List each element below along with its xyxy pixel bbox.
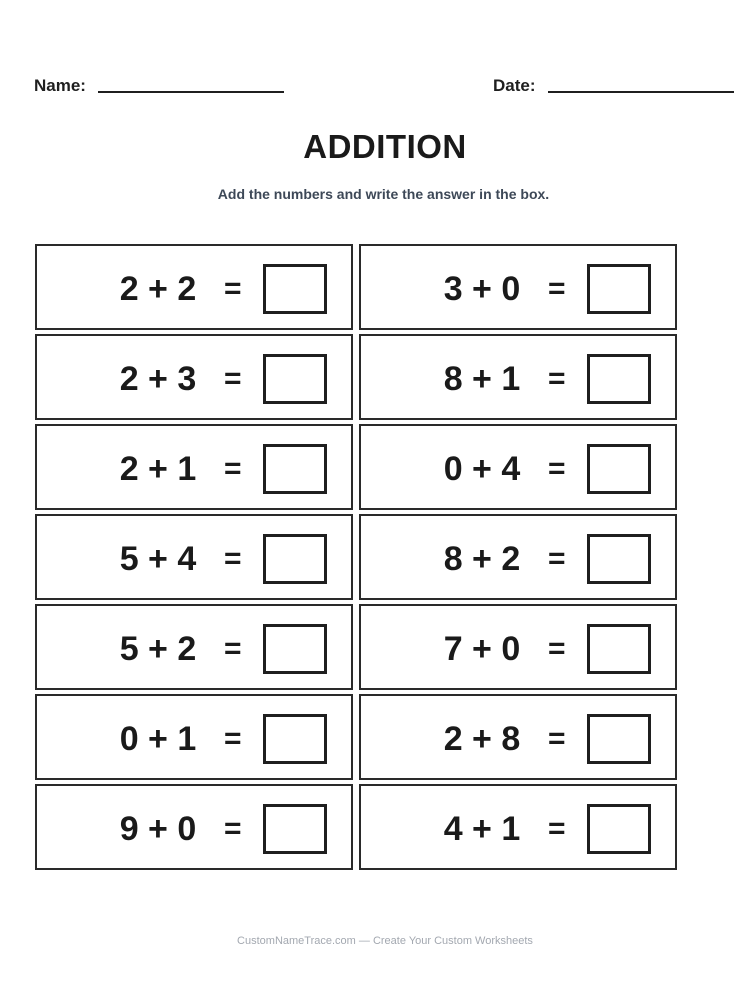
- equals-sign: =: [224, 722, 242, 755]
- problem-card: [359, 604, 677, 690]
- answer-box[interactable]: [587, 714, 651, 764]
- problem-expression: 2 + 2: [119, 270, 197, 308]
- problem-card: [35, 604, 353, 690]
- equals-sign: =: [224, 272, 242, 305]
- problem-card: [35, 424, 353, 510]
- problem-expression: 0 + 4: [443, 450, 521, 488]
- problem-expression: 9 + 0: [119, 810, 197, 848]
- worksheet-title: ADDITION: [303, 128, 467, 165]
- answer-box[interactable]: [587, 624, 651, 674]
- equals-sign: =: [548, 812, 566, 845]
- equals-sign: =: [548, 632, 566, 665]
- problem-expression: 2 + 8: [443, 720, 521, 758]
- answer-box[interactable]: [587, 354, 651, 404]
- equals-sign: =: [224, 452, 242, 485]
- problem-card: [359, 244, 677, 330]
- equals-sign: =: [548, 272, 566, 305]
- equals-sign: =: [224, 812, 242, 845]
- name-write-line[interactable]: [98, 91, 284, 93]
- answer-box[interactable]: [263, 804, 327, 854]
- problem-card: [35, 694, 353, 780]
- problem-card: [359, 514, 677, 600]
- footer-credit: CustomNameTrace.com — Create Your Custom Worksheets: [237, 935, 533, 947]
- equals-sign: =: [224, 542, 242, 575]
- equals-sign: =: [224, 632, 242, 665]
- answer-box[interactable]: [587, 534, 651, 584]
- problem-expression: 2 + 3: [119, 360, 197, 398]
- answer-box[interactable]: [263, 624, 327, 674]
- answer-box[interactable]: [263, 354, 327, 404]
- problem-expression: 5 + 2: [119, 630, 197, 668]
- problem-card: [359, 694, 677, 780]
- header-row: [0, 74, 750, 98]
- answer-box[interactable]: [587, 264, 651, 314]
- problem-card: [35, 244, 353, 330]
- answer-box[interactable]: [263, 714, 327, 764]
- problem-expression: 4 + 1: [443, 810, 521, 848]
- equals-sign: =: [548, 542, 566, 575]
- problem-card: [35, 514, 353, 600]
- problem-expression: 8 + 2: [443, 540, 521, 578]
- equals-sign: =: [548, 452, 566, 485]
- problem-expression: 5 + 4: [119, 540, 197, 578]
- name-label: Name:: [34, 76, 86, 95]
- date-write-line[interactable]: [548, 91, 734, 93]
- instructions: Add the numbers and write the answer in the box.: [217, 186, 550, 202]
- problem-card: [35, 334, 353, 420]
- problem-expression: 3 + 0: [443, 270, 521, 308]
- date-label: Date:: [493, 76, 536, 95]
- answer-box[interactable]: [263, 534, 327, 584]
- answer-box[interactable]: [587, 444, 651, 494]
- problem-card: [359, 784, 677, 870]
- equals-sign: =: [224, 362, 242, 395]
- problem-expression: 0 + 1: [119, 720, 197, 758]
- problem-card: [35, 784, 353, 870]
- problem-expression: 7 + 0: [443, 630, 521, 668]
- answer-box[interactable]: [263, 264, 327, 314]
- equals-sign: =: [548, 722, 566, 755]
- equals-sign: =: [548, 362, 566, 395]
- answer-box[interactable]: [587, 804, 651, 854]
- problem-expression: 8 + 1: [443, 360, 521, 398]
- problem-expression: 2 + 1: [119, 450, 197, 488]
- name-field: [34, 74, 284, 98]
- answer-box[interactable]: [263, 444, 327, 494]
- problem-card: [359, 424, 677, 510]
- problem-card: [359, 334, 677, 420]
- date-field: [493, 74, 734, 98]
